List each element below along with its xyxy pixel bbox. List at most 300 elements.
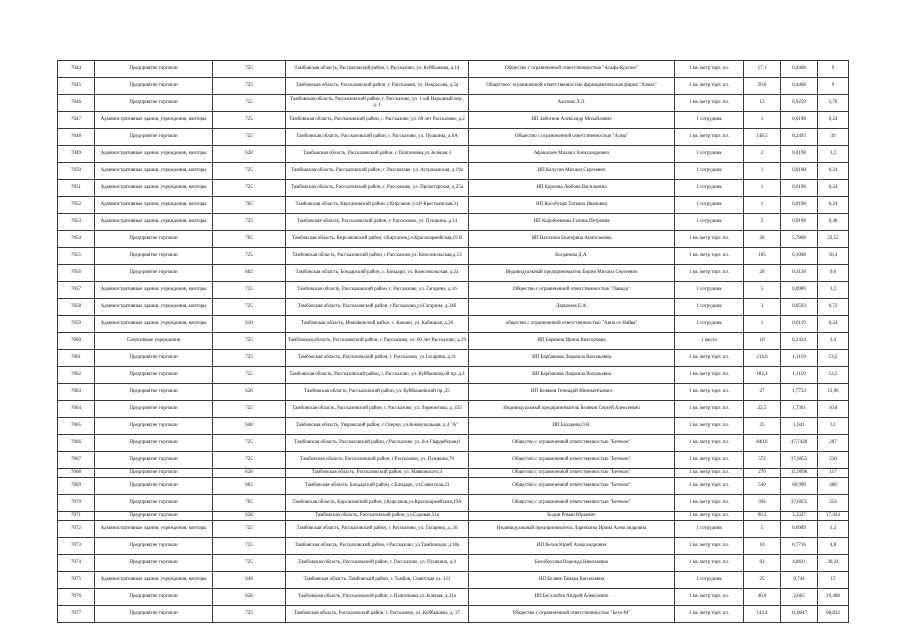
cell-address: Тамбовская область, Рассказовский район, г. Рассказово, ул. Пролетарская, д.25а bbox=[286, 180, 469, 197]
cell-address: Тамбовская область, Рассказовский район, г. Рассказово, ул. Гагарина, д. 20 bbox=[286, 521, 469, 538]
cell-okato: 648 bbox=[213, 418, 286, 435]
cell-address: Тамбовская область, Рассказовский район, г. Рассказово, ул. 1-ый Народный пер., д. 1 bbox=[286, 95, 469, 112]
cell-unit: 1 кв. метр торг. пл. bbox=[675, 350, 744, 367]
cell-subject: Индивидуальный предприниматель Ларичкина Ирина Александровна bbox=[469, 521, 675, 538]
cell-unit: 1 кв. метр торг. пл. bbox=[675, 512, 744, 521]
cell-subject: ИП Беляев Тамара Васильевна bbox=[469, 572, 675, 589]
cell-unit: 1 сотрудник bbox=[675, 299, 744, 316]
cell-subject: ИП Кособуцко Татьяна Ивановна bbox=[469, 197, 675, 214]
table-row bbox=[58, 435, 849, 452]
cell-unit: 1 кв. метр торг. пл. bbox=[675, 248, 744, 265]
cell-coef: 0,4468 bbox=[781, 78, 818, 95]
cell-unit: 1 место bbox=[675, 333, 744, 350]
cell-coef: 1,1119 bbox=[781, 350, 818, 367]
cell-subject: Общество с ограниченной ответственностью "Бета-М" bbox=[469, 606, 675, 623]
cell-subject: Общество с ограниченной ответственностью "Алма" bbox=[469, 129, 675, 146]
cell-address: Тамбовская область, Рассказовский район, г. Рассказово, ул. Некрасова, д.5а bbox=[286, 78, 469, 95]
cell-area: 22,5 bbox=[744, 401, 781, 418]
cell-coef: 0,0593 bbox=[781, 299, 818, 316]
cell-type: Административные здания, учреждения, конторы bbox=[95, 146, 213, 163]
cell-type: Предприятие торговли bbox=[95, 452, 213, 469]
cell-sum: 1,2 bbox=[818, 146, 849, 163]
cell-unit: 1 сотрудник bbox=[675, 112, 744, 129]
table-row bbox=[58, 606, 849, 623]
cell-okato: 725 bbox=[213, 180, 286, 197]
cell-type: Административные здания, учреждения, конторы bbox=[95, 180, 213, 197]
cell-coef: 1,7361 bbox=[781, 401, 818, 418]
cell-type: Предприятие торговли bbox=[95, 248, 213, 265]
table-row bbox=[58, 299, 849, 316]
cell-area: 105 bbox=[744, 248, 781, 265]
cell-type: Административные здания, учреждения, конторы bbox=[95, 112, 213, 129]
table-row bbox=[58, 197, 849, 214]
cell-area: 214,6 bbox=[744, 350, 781, 367]
cell-coef: 5,7808 bbox=[781, 231, 818, 248]
cell-address: Тамбовская область, Рассказовский район, г. Рассказово, ул. 60 лет Рассказово, д.2 bbox=[286, 112, 469, 129]
cell-address: Тамбовская область, Рассказовский район, ул. Маяковского,4 bbox=[286, 469, 469, 478]
cell-area: 96,3 bbox=[744, 512, 781, 521]
cell-area: 143,4 bbox=[744, 606, 781, 623]
cell-subject: ИП Калугин Михаил Сергеевич bbox=[469, 163, 675, 180]
cell-type: Административные здания, учреждения, конторы bbox=[95, 282, 213, 299]
cell-okato: 705 bbox=[213, 495, 286, 512]
table-row bbox=[58, 95, 849, 112]
table-row bbox=[58, 231, 849, 248]
cell-unit: 1 кв. метр торг. пл. bbox=[675, 589, 744, 606]
cell-type: Предприятие торговли bbox=[95, 78, 213, 95]
cell-okato: 725 bbox=[213, 350, 286, 367]
cell-coef: 0,0989 bbox=[781, 521, 818, 538]
cell-type: Предприятие торговли bbox=[95, 469, 213, 478]
cell-subject: Общество с ограниченной ответственностью фармацевтическая фирма "Алмаз" bbox=[469, 78, 675, 95]
cell-subject: ИП Заботнов Александр Михайлович bbox=[469, 112, 675, 129]
cell-sum: 10,8 bbox=[818, 401, 849, 418]
cell-address: Тамбовская область, Рассказовский район, г.Рассказово, ул. Пушкина,70 bbox=[286, 452, 469, 469]
cell-address: Тамбовская область, Рассказовский район, г. Рассказово, ул. Гагарина, д.16 bbox=[286, 282, 469, 299]
cell-sum: 230 bbox=[818, 452, 849, 469]
cell-sum: 1,2 bbox=[818, 282, 849, 299]
cell-num: 7076 bbox=[58, 589, 95, 606]
cell-coef: 37,6055 bbox=[781, 495, 818, 512]
table-row bbox=[58, 112, 849, 129]
cell-sum: 19,488 bbox=[818, 589, 849, 606]
cell-num: 7045 bbox=[58, 78, 95, 95]
cell-area: 2 bbox=[744, 146, 781, 163]
cell-okato: 725 bbox=[213, 112, 286, 129]
cell-coef: 0,4468 bbox=[781, 61, 818, 78]
cell-coef: 0,0198 bbox=[781, 214, 818, 231]
cell-address: Тамбовская область, Бондарский район, с. Бондари, ул. Комсомольская, д.2а bbox=[286, 265, 469, 282]
cell-okato: 725 bbox=[213, 248, 286, 265]
cell-coef: 3,3327 bbox=[781, 512, 818, 521]
cell-unit: 1 кв. метр торг. пл. bbox=[675, 469, 744, 478]
cell-okato: 648 bbox=[213, 572, 286, 589]
cell-coef: 2,665 bbox=[781, 589, 818, 606]
cell-subject: Общество с ограниченной ответственностью "Бетекон" bbox=[469, 495, 675, 512]
cell-num: 7066 bbox=[58, 435, 95, 452]
cell-okato: 725 bbox=[213, 452, 286, 469]
cell-type: Предприятие торговли bbox=[95, 495, 213, 512]
cell-type: Предприятие торговли bbox=[95, 555, 213, 572]
cell-okato: 725 bbox=[213, 214, 286, 231]
cell-type: Предприятие торговли bbox=[95, 538, 213, 555]
cell-sum: 5,76 bbox=[818, 95, 849, 112]
cell-sum: 17,424 bbox=[818, 512, 849, 521]
cell-okato: 725 bbox=[213, 163, 286, 180]
cell-sum: 117 bbox=[818, 469, 849, 478]
cell-area: 148,5 bbox=[744, 129, 781, 146]
cell-subject: ИП Беляков Геннадий Иннокентьевич bbox=[469, 384, 675, 401]
cell-address: Тамбовская область, Кирсановский район, г.Кирсанов ,ул.Р-Крестьянская,31 bbox=[286, 197, 469, 214]
cell-sum: 4,8 bbox=[818, 538, 849, 555]
cell-num: 7049 bbox=[58, 146, 95, 163]
table-row bbox=[58, 350, 849, 367]
cell-subject: Бодин Роман Юрьевич bbox=[469, 512, 675, 521]
cell-coef: 1,641 bbox=[781, 418, 818, 435]
cell-subject: общество с ограниченной ответственностью "Анна от Найва" bbox=[469, 316, 675, 333]
cell-okato: 725 bbox=[213, 538, 286, 555]
cell-unit: 1 кв. метр торг. пл. bbox=[675, 495, 744, 512]
cell-num: 7074 bbox=[58, 555, 95, 572]
cell-subject: ИП Барбашова Людмила Васильевна bbox=[469, 350, 675, 367]
cell-num: 7062 bbox=[58, 367, 95, 384]
cell-type: Предприятие торговли bbox=[95, 231, 213, 248]
cell-num: 7056 bbox=[58, 265, 95, 282]
cell-okato: 725 bbox=[213, 401, 286, 418]
cell-unit: 1 кв. метр торг. пл. bbox=[675, 606, 744, 623]
cell-unit: 1 кв. метр торг. пл. bbox=[675, 61, 744, 78]
table-row bbox=[58, 333, 849, 350]
cell-sum: 408 bbox=[818, 478, 849, 495]
cell-subject: ИП Ватолина Екатерина Анатольевна bbox=[469, 231, 675, 248]
cell-unit: 1 сотрудник bbox=[675, 180, 744, 197]
cell-okato: 602 bbox=[213, 478, 286, 495]
cell-address: Тамбовская область, Уваровский район, с.Озерки, ул.Коммунальная, д.4 "А" bbox=[286, 418, 469, 435]
cell-coef: 0,0119 bbox=[781, 316, 818, 333]
cell-unit: 1 кв. метр торг. пл. bbox=[675, 231, 744, 248]
cell-unit: 1 кв. метр торг. пл. bbox=[675, 538, 744, 555]
cell-coef: 15,9998 bbox=[781, 469, 818, 478]
cell-area: 25 bbox=[744, 418, 781, 435]
cell-sum: 12 bbox=[818, 418, 849, 435]
cell-num: 7053 bbox=[58, 214, 95, 231]
cell-address: Тамбовская область, Рассказовский район, ул.Садовая,31а bbox=[286, 512, 469, 521]
cell-unit: 1 сотрудник bbox=[675, 572, 744, 589]
cell-area: 17,1 bbox=[744, 61, 781, 78]
cell-address: Тамбовская область, Рассказовский район, г. Рассказово, ул. Астраханская, д.19а bbox=[286, 163, 469, 180]
cell-okato: 628 bbox=[213, 384, 286, 401]
cell-num: 7075 bbox=[58, 572, 95, 589]
cell-okato: 725 bbox=[213, 78, 286, 95]
cell-okato: 725 bbox=[213, 367, 286, 384]
cell-sum: 2,4 bbox=[818, 333, 849, 350]
cell-num: 7071 bbox=[58, 512, 95, 521]
cell-okato: 725 bbox=[213, 61, 286, 78]
cell-area: 840,6 bbox=[744, 435, 781, 452]
table-body bbox=[58, 61, 849, 623]
cell-okato: 602 bbox=[213, 265, 286, 282]
cell-num: 7068 bbox=[58, 469, 95, 478]
table-row bbox=[58, 521, 849, 538]
cell-num: 7060 bbox=[58, 333, 95, 350]
cell-coef: 0,9259 bbox=[781, 95, 818, 112]
cell-coef: 0,0198 bbox=[781, 112, 818, 129]
cell-address: Тамбовская область, Тамбовский район, г. Тамбов, Советская ул. 121 bbox=[286, 572, 469, 589]
table-row bbox=[58, 572, 849, 589]
cell-unit: 1 кв. метр торг. пл. bbox=[675, 418, 744, 435]
cell-subject: Общество с ограниченной ответственностью "Бетекон" bbox=[469, 435, 675, 452]
cell-sum: 13,2 bbox=[818, 350, 849, 367]
cell-num: 7072 bbox=[58, 521, 95, 538]
cell-unit: 1 кв. метр торг. пл. bbox=[675, 265, 744, 282]
cell-type: Административные здания, учреждения, конторы bbox=[95, 316, 213, 333]
cell-num: 7063 bbox=[58, 384, 95, 401]
cell-okato: 628 bbox=[213, 512, 286, 521]
cell-unit: 1 сотрудник bbox=[675, 282, 744, 299]
cell-address: Тамбовская область, Бондарский район, с.Бондари, ул.Советская,23 bbox=[286, 478, 469, 495]
cell-area: 12 bbox=[744, 95, 781, 112]
cell-coef: 0,1008 bbox=[781, 248, 818, 265]
cell-sum: 254 bbox=[818, 495, 849, 512]
cell-okato: 628 bbox=[213, 469, 286, 478]
cell-coef: 47,7428 bbox=[781, 435, 818, 452]
cell-subject: ИП Коробченкова Галина Петровна bbox=[469, 214, 675, 231]
cell-address: Тамбовская область, Кирсановский район, г.Кирсанов,ул.Красноармейская,19А bbox=[286, 495, 469, 512]
cell-okato: 725 bbox=[213, 555, 286, 572]
cell-num: 7051 bbox=[58, 180, 95, 197]
cell-num: 7064 bbox=[58, 401, 95, 418]
cell-unit: 1 кв. метр торг. пл. bbox=[675, 452, 744, 469]
cell-area: 20 bbox=[744, 265, 781, 282]
cell-okato: 725 bbox=[213, 95, 286, 112]
cell-address: Тамбовская область, Рассказовский район, г. Рассказово, ул. Куйбышева, д.14 bbox=[286, 61, 469, 78]
cell-address: Тамбовская область, Рассказовский район, г.Рассказово,ул.Гагарина, д.34б bbox=[286, 299, 469, 316]
cell-subject: ИП Бахарева О.В. bbox=[469, 418, 675, 435]
cell-address: Тамбовская область, Рассказовский район, г.Рассказово, ул.Тамбовская, д.18а bbox=[286, 538, 469, 555]
cell-coef: 1,1119 bbox=[781, 367, 818, 384]
cell-area: 182,4 bbox=[744, 367, 781, 384]
table-row bbox=[58, 538, 849, 555]
cell-sum: 9,6 bbox=[818, 265, 849, 282]
table-row bbox=[58, 180, 849, 197]
table-row bbox=[58, 61, 849, 78]
cell-address: Тамбовская область, Рассказовский район, г. Рассказово, ул. Пушкина, д.14 bbox=[286, 214, 469, 231]
cell-area: 1 bbox=[744, 316, 781, 333]
table-row bbox=[58, 214, 849, 231]
cell-area: 10 bbox=[744, 333, 781, 350]
cell-coef: 11,0647 bbox=[781, 606, 818, 623]
table-row bbox=[58, 478, 849, 495]
cell-coef: 0,3128 bbox=[781, 265, 818, 282]
cell-sum: 15 bbox=[818, 572, 849, 589]
cell-unit: 1 кв. метр торг. пл. bbox=[675, 367, 744, 384]
cell-num: 7046 bbox=[58, 95, 95, 112]
cell-area: 5 bbox=[744, 282, 781, 299]
cell-address: Тамбовская область, Инжавинский район, с. Канаки, ул. Кабицкая, д.26 bbox=[286, 316, 469, 333]
cell-coef: 0,0989 bbox=[781, 282, 818, 299]
cell-area: 572 bbox=[744, 452, 781, 469]
table-row bbox=[58, 512, 849, 521]
cell-sum: 23,52 bbox=[818, 231, 849, 248]
cell-sum: 13,2 bbox=[818, 367, 849, 384]
cell-unit: 1 кв. метр торг. пл. bbox=[675, 435, 744, 452]
cell-coef: 0,0198 bbox=[781, 197, 818, 214]
cell-sum: 1,2 bbox=[818, 521, 849, 538]
cell-unit: 1 кв. метр торг. пл. bbox=[675, 555, 744, 572]
cell-address: Тамбовская область, Рассказовский район, г. Рассказово, ул. 60 лет Рассказово, д.29 bbox=[286, 333, 469, 350]
cell-num: 7054 bbox=[58, 231, 95, 248]
cell-num: 7073 bbox=[58, 538, 95, 555]
cell-coef: 0,0198 bbox=[781, 163, 818, 180]
cell-area: 270 bbox=[744, 469, 781, 478]
table-row bbox=[58, 495, 849, 512]
cell-type: Предприятие торговли bbox=[95, 384, 213, 401]
cell-unit: 1 сотрудник bbox=[675, 146, 744, 163]
cell-type: Предприятие торговли bbox=[95, 95, 213, 112]
cell-okato: 628 bbox=[213, 146, 286, 163]
table-row bbox=[58, 367, 849, 384]
cell-sum: 0,48 bbox=[818, 214, 849, 231]
cell-type: Предприятие торговли bbox=[95, 589, 213, 606]
cell-coef: 0,744 bbox=[781, 572, 818, 589]
cell-subject: Афанасьев Михаил Александрович bbox=[469, 146, 675, 163]
cell-subject: Богданова Д.А. bbox=[469, 248, 675, 265]
cell-coef: 0,0198 bbox=[781, 146, 818, 163]
cell-sum: 207 bbox=[818, 435, 849, 452]
cell-address: Тамбовская область, Рассказовский район, г. Рассказово, ул. Лермонтова, д. 435 bbox=[286, 401, 469, 418]
cell-subject: Общество с ограниченной ответственностью "Бетекон" bbox=[469, 452, 675, 469]
cell-unit: 1 кв. метр торг. пл. bbox=[675, 78, 744, 95]
cell-area: 394 bbox=[744, 495, 781, 512]
cell-sum: 30,24 bbox=[818, 555, 849, 572]
cell-okato: 725 bbox=[213, 521, 286, 538]
table-row bbox=[58, 282, 849, 299]
cell-area: 20,6 bbox=[744, 78, 781, 95]
cell-okato: 705 bbox=[213, 197, 286, 214]
cell-subject: Общество с ограниченной ответственностью "Бетекон" bbox=[469, 469, 675, 478]
cell-type: Предприятие торговли bbox=[95, 61, 213, 78]
cell-unit: 1 кв. метр торг. пл. bbox=[675, 401, 744, 418]
cell-sum: 68,832 bbox=[818, 606, 849, 623]
cell-area: 2 bbox=[744, 214, 781, 231]
cell-sum: 0,24 bbox=[818, 163, 849, 180]
cell-coef: 0,2424 bbox=[781, 333, 818, 350]
cell-num: 7065 bbox=[58, 418, 95, 435]
cell-type: Предприятие торговли bbox=[95, 129, 213, 146]
cell-okato: 725 bbox=[213, 299, 286, 316]
cell-sum: 0,24 bbox=[818, 180, 849, 197]
cell-type: Предприятие торговли bbox=[95, 418, 213, 435]
cell-okato: 705 bbox=[213, 231, 286, 248]
cell-address: Тамбовская область, Рассказовский район, г. Рассказово, ул.Гагарина, д.31 bbox=[286, 350, 469, 367]
cell-address: Тамбовская область, Рассказовский район, г. Рассказово, ул. Куйбышева,ой пр. д.4 bbox=[286, 367, 469, 384]
cell-address: Тамбовская область, Рассказовский район, г.Рассказово,ул. Комсомольская,д.13 bbox=[286, 248, 469, 265]
cell-num: 7044 bbox=[58, 61, 95, 78]
cell-sum: 0,24 bbox=[818, 112, 849, 129]
registry-table bbox=[57, 60, 849, 623]
cell-num: 7055 bbox=[58, 248, 95, 265]
cell-unit: 1 кв. метр торг. пл. bbox=[675, 478, 744, 495]
table-row bbox=[58, 129, 849, 146]
cell-type: Административные здания, учреждения, конторы bbox=[95, 572, 213, 589]
cell-unit: 1 сотрудник bbox=[675, 521, 744, 538]
cell-subject: Общество с ограниченной ответственностью "Бетекон" bbox=[469, 478, 675, 495]
cell-address: Тамбовская область, Рассказовский район, ул. Куйбышевский пр.,35 bbox=[286, 384, 469, 401]
table-row bbox=[58, 316, 849, 333]
cell-subject: Индивидуальный предприниматель Беляков Сергей Алексеевич bbox=[469, 401, 675, 418]
table-row bbox=[58, 384, 849, 401]
cell-type: Предприятие торговли bbox=[95, 435, 213, 452]
cell-subject: Индивидуальный предприниматель Бирин Михаил Сергеевич bbox=[469, 265, 675, 282]
cell-okato: 725 bbox=[213, 435, 286, 452]
cell-address: Тамбовская область, Кирсановский район, г.Кирсанов,ул.Красноармейская,19 В bbox=[286, 231, 469, 248]
cell-sum: 12,96 bbox=[818, 384, 849, 401]
cell-type: Предприятие торговли bbox=[95, 606, 213, 623]
cell-area: 5 bbox=[744, 521, 781, 538]
cell-subject: ИП Карпова Любовь Васильевна bbox=[469, 180, 675, 197]
cell-num: 7058 bbox=[58, 299, 95, 316]
table-row bbox=[58, 78, 849, 95]
cell-address: Тамбовская область, Рассказовский район, с.Платоновка,ул.Зеленая, д.31а bbox=[286, 589, 469, 606]
cell-sum: 9 bbox=[818, 61, 849, 78]
cell-sum: 9 bbox=[818, 78, 849, 95]
cell-address: Тамбовская область, Рассказовский район, г. Рассказово, ул. Пушкина, д.6А bbox=[286, 129, 469, 146]
cell-num: 7070 bbox=[58, 495, 95, 512]
cell-type: Предприятие торговли bbox=[95, 265, 213, 282]
table-row bbox=[58, 452, 849, 469]
cell-num: 7069 bbox=[58, 478, 95, 495]
cell-address: Тамбовская область, Рассказовский район, с.Платоновка,ул.Зелёная,3 bbox=[286, 146, 469, 163]
cell-type: Предприятие торговли bbox=[95, 478, 213, 495]
cell-okato: 725 bbox=[213, 282, 286, 299]
cell-subject: Общество с ограниченной ответственностью "Альфа-Крупно" bbox=[469, 61, 675, 78]
cell-unit: 1 кв. метр торг. пл. bbox=[675, 384, 744, 401]
cell-area: 1 bbox=[744, 180, 781, 197]
cell-type: Предприятие торговли bbox=[95, 401, 213, 418]
cell-subject: ИП Бесхлебов Андрей Алексеевич bbox=[469, 589, 675, 606]
cell-sum: 0,24 bbox=[818, 197, 849, 214]
table-row bbox=[58, 589, 849, 606]
cell-num: 7077 bbox=[58, 606, 95, 623]
cell-unit: 1 сотрудник bbox=[675, 163, 744, 180]
cell-coef: 4,8611 bbox=[781, 555, 818, 572]
cell-area: 40,6 bbox=[744, 589, 781, 606]
cell-okato: 725 bbox=[213, 333, 286, 350]
cell-unit: 1 кв. метр торг. пл. bbox=[675, 129, 744, 146]
cell-num: 7052 bbox=[58, 197, 95, 214]
cell-type: Административные здания, учреждения, конторы bbox=[95, 521, 213, 538]
cell-okato: 610 bbox=[213, 316, 286, 333]
cell-subject: Белобрусова Надежда Николаевна bbox=[469, 555, 675, 572]
cell-sum: 0,72 bbox=[818, 299, 849, 316]
cell-address: Тамбовская область, Рассказовский район, г. Рассказово, ул. Куйбышева, д. 37 bbox=[286, 606, 469, 623]
cell-coef: 0,2493 bbox=[781, 129, 818, 146]
cell-coef: 37,6055 bbox=[781, 452, 818, 469]
cell-subject: ИП Бармина Ирина Викторовна bbox=[469, 333, 675, 350]
table-row bbox=[58, 401, 849, 418]
cell-subject: Общество с ограниченной ответственностью "Лавида" bbox=[469, 282, 675, 299]
cell-address: Тамбовская область, Рассказовский район, г.Рассказово, ул. 8-я Гвардейская,8 bbox=[286, 435, 469, 452]
cell-subject: Ларионов Е.А. bbox=[469, 299, 675, 316]
cell-area: 1 bbox=[744, 163, 781, 180]
cell-area: 25 bbox=[744, 572, 781, 589]
cell-area: 10 bbox=[744, 538, 781, 555]
cell-area: 3 bbox=[744, 299, 781, 316]
cell-address: Тамбовская область, Рассказовский район, г. Рассказово, ул. Пушкина, д.4 bbox=[286, 555, 469, 572]
cell-area: 27 bbox=[744, 384, 781, 401]
cell-okato: 628 bbox=[213, 589, 286, 606]
cell-type: Предприятие торговли bbox=[95, 512, 213, 521]
